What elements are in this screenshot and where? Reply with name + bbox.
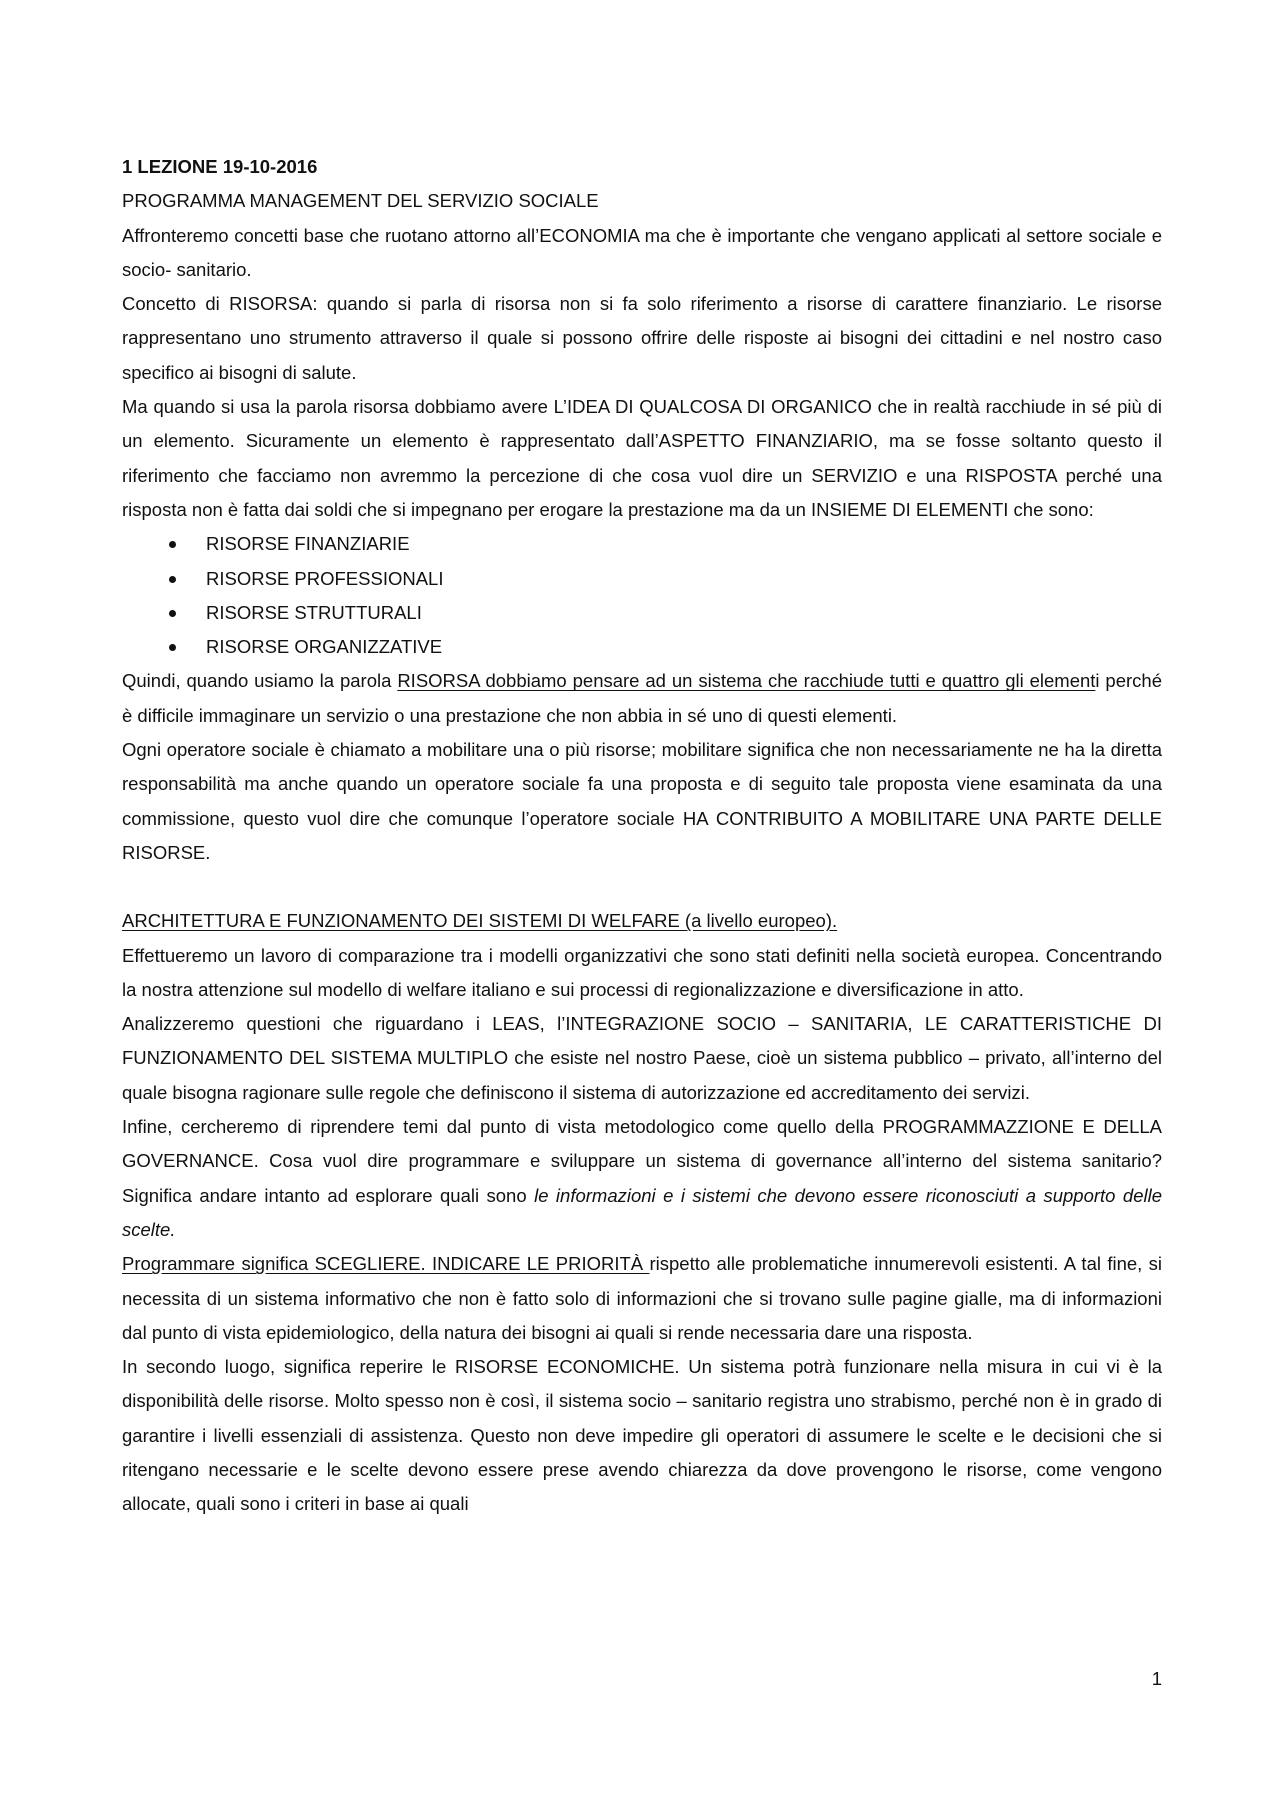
paragraph-leas: Analizzeremo questioni che riguardano i LEAS, l’INTEGRAZIONE SOCIO – SANITARIA, LE CARATTERISTICHE DI FUNZIONAMENTO DEL SISTEMA MULTIPLO che esiste nel nostro Paese, cioè un sistema pubblico – privato, all’interno del quale bisogna ragionare sulle regole che definiscono il sistema di autorizzazione ed accreditamento dei servizi. [122,1013,1162,1103]
paragraph-quindi [122,664,1162,733]
paragraph-comparazione: Effettueremo un lavoro di comparazione tra i modelli organizzativi che sono stati definiti nella società europea. Concentrando la nostra attenzione sul modello di welfare italiano e sui processi di regionalizzazione e diversificazione in atto. [122,944,1162,1000]
paragraph-organico: Ma quando si usa la parola risorsa dobbiamo avere L’IDEA DI QUALCOSA DI ORGANICO che in realtà racchiude in sé più di un elemento. Sicuramente un elemento è rappresentato dall’ASPETTO FINANZIARIO, ma se fosse soltanto questo il riferimento che facciamo non avremmo la percezione di che cosa vuol dire un SERVIZIO e una RISPOSTA perché una risposta non è fatta dai soldi che si impegnano per erogare la prestazione ma da un INSIEME DI ELEMENTI che sono: [122,396,1162,520]
paragraph-governance-text: Infine, cercheremo di riprendere temi dal punto di vista metodologico come quello della PROGRAMMAZZIONE E DELLA GOVERNANCE. Cosa vuol dire programmare e sviluppare un sistema di governance all’interno del sistema sanitario? Significa andare intanto ad esplorare quali sono [122,1116,1162,1206]
list-item: RISORSE ORGANIZZATIVE [122,630,1162,664]
paragraph-quindi-start: Quindi, quando usiamo la parola [122,670,398,692]
page-number: 1 [1151,1668,1162,1689]
section-heading-welfare: ARCHITETTURA E FUNZIONAMENTO DEI SISTEMI DI WELFARE (a livello europeo). [122,910,838,932]
paragraph-economia: Affronteremo concetti base che ruotano attorno all’ECONOMIA ma che è importante che vengano applicati al settore sociale e socio- sanitario. [122,224,1162,280]
paragraph-programmare-text: rispetto alle problematiche innumerevoli esistenti. A tal fine, si necessita di un sistema informativo che non è fatto solo di informazioni che si trovano sulle pagine gialle, ma di informazioni dal punto di vista epidemiologico, della natura dei bisogni ai quali si rende necessaria dare una risposta. [122,1253,1162,1343]
program-heading: PROGRAMMA MANAGEMENT DEL SERVIZIO SOCIALE [122,190,599,212]
resources-list [122,527,1162,664]
underlined-risorsa-text: RISORSA dobbiamo pensare ad un sistema che racchiude tutti e quattro gli element [397,670,1096,692]
paragraph-quindi-end: i perché è difficile immaginare un servizio o una prestazione che non abbia in sé uno di questi elementi. [122,670,1162,726]
list-item: RISORSE PROFESSIONALI [122,562,1162,596]
paragraph-operatore: Ogni operatore sociale è chiamato a mobilitare una o più risorse; mobilitare significa che non necessariamente ne ha la diretta responsabilità ma anche quando un operatore sociale fa una proposta e di seguito tale proposta viene esaminata da una commissione, questo vuol dire che comunque l’operatore sociale HA CONTRIBUITO A MOBILITARE UNA PARTE DELLE RISORSE. [122,739,1162,863]
list-item: RISORSE STRUTTURALI [122,596,1162,630]
paragraph-risorsa: Concetto di RISORSA: quando si parla di risorsa non si fa solo riferimento a risorse di carattere finanziario. Le risorse rappresentano uno strumento attraverso il quale si possono offrire delle risposte ai bisogni dei cittadini e nel nostro caso specifico ai bisogni di salute. [122,293,1162,383]
underlined-programmare-text: Programmare significa SCEGLIERE. INDICARE LE PRIORITÀ [122,1253,650,1275]
list-item: RISORSE FINANZIARIE [122,527,1162,561]
paragraph-programmare [122,1247,1162,1350]
italic-informazioni-text: le informazioni e i sistemi che devono essere riconosciuti a supporto delle scelte. [122,1184,1162,1240]
paragraph-risorse-economiche: In secondo luogo, significa reperire le RISORSE ECONOMICHE. Un sistema potrà funzionare nella misura in cui vi è la disponibilità delle risorse. Molto spesso non è così, il sistema socio – sanitario registra uno strabismo, perché non è in grado di garantire i livelli essenziali di assistenza. Questo non deve impedire gli operatori di assumere le scelte e le decisioni che si ritengano necessarie e le scelte devono essere prese avendo chiarezza da dove provengono le risorse, come vengono allocate, quali sono i criteri in base ai quali [122,1356,1162,1515]
paragraph-gap [122,870,1162,904]
document-page [122,150,1162,1522]
lesson-title: 1 LEZIONE 19-10-2016 [122,156,318,177]
paragraph-governance [122,1110,1162,1247]
